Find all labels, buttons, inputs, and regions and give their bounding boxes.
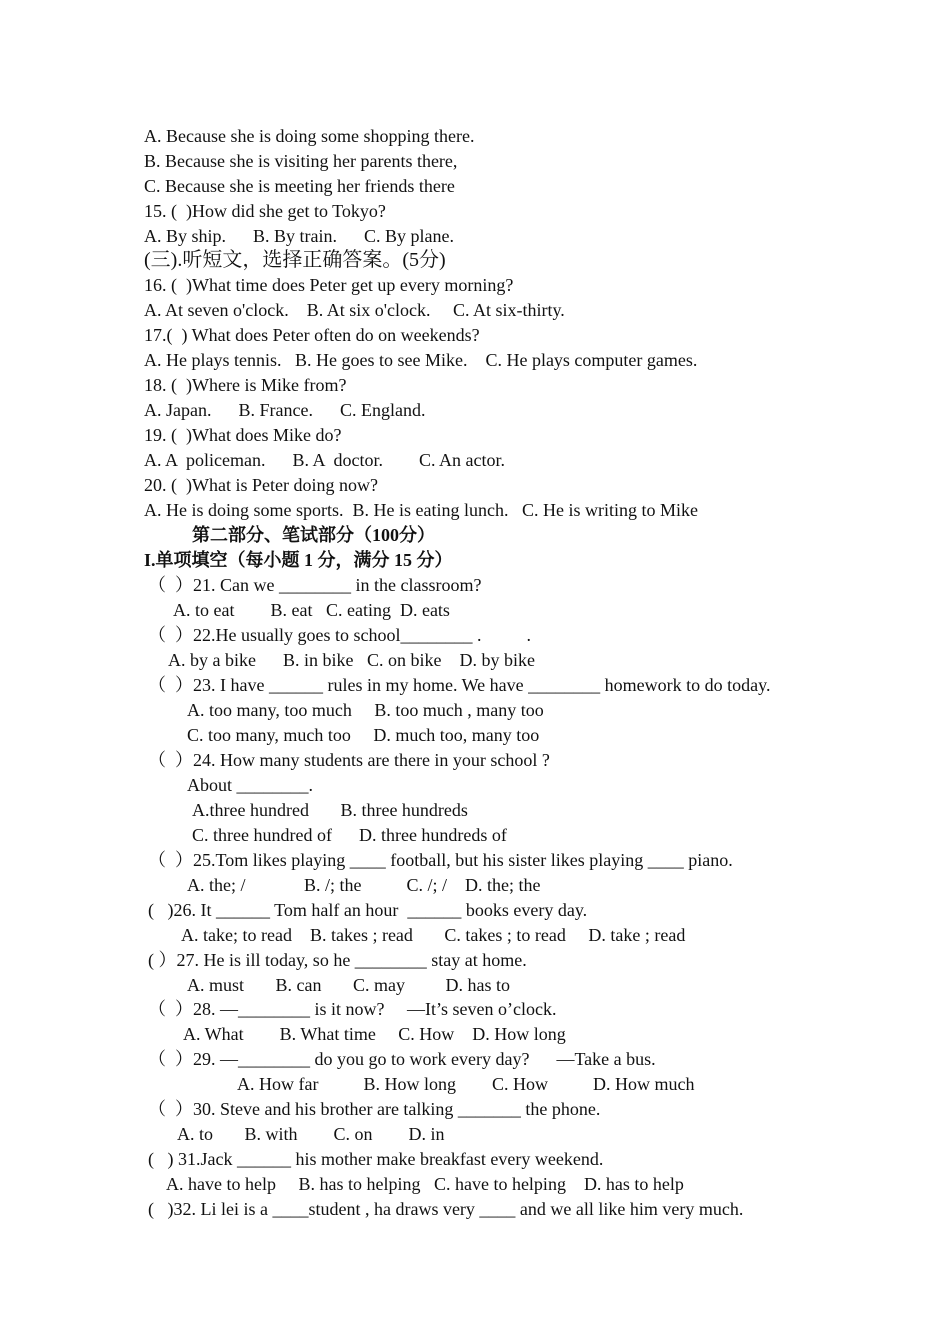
q22-options: A. by a bike B. in bike C. on bike D. by bike: [168, 650, 535, 670]
q31-question: ( ) 31.Jack ______ his mother make breakfast every weekend.: [148, 1149, 604, 1169]
section-3-heading: (三).听短文，选择正确答案。(5分): [144, 249, 446, 271]
q23-options-ab: A. too many, too much B. too much , many too: [187, 700, 544, 720]
q19-options: A. A policeman. B. A doctor. C. An actor.: [144, 450, 505, 470]
q21-options: A. to eat B. eat C. eating D. eats: [173, 600, 450, 620]
q30-options: A. to B. with C. on D. in: [177, 1124, 445, 1144]
q15-options: A. By ship. B. By train. C. By plane.: [144, 226, 454, 246]
q23-question: （ ）23. I have ______ rules in my home. We have ________ homework to do today.: [148, 675, 771, 695]
q28-question: （ ）28. —________ is it now? —It’s seven o’clock.: [148, 999, 557, 1019]
q15-question: 15. ( )How did she get to Tokyo?: [144, 201, 386, 221]
q28-options: A. What B. What time C. How D. How long: [183, 1024, 566, 1044]
q17-options: A. He plays tennis. B. He goes to see Mike. C. He plays computer games.: [144, 350, 698, 370]
q30-question: （ ）30. Steve and his brother are talking _______ the phone.: [148, 1099, 601, 1119]
q25-question: （ ）25.Tom likes playing ____ football, but his sister likes playing ____ piano.: [148, 850, 733, 870]
section-1-heading: I.单项填空（每小题 1 分，满分 15 分）: [144, 550, 453, 570]
q25-options: A. the; / B. /; the C. /; / D. the; the: [187, 875, 541, 895]
q23-options-cd: C. too many, much too D. much too, many too: [187, 725, 540, 745]
q14-option-c: C. Because she is meeting her friends there: [144, 176, 455, 196]
q32-question: ( )32. Li lei is a ____student , ha draws very ____ and we all like him very much.: [148, 1199, 744, 1219]
q29-options: A. How far B. How long C. How D. How much: [237, 1074, 695, 1094]
q24-question: （ ）24. How many students are there in your school ?: [148, 750, 550, 770]
q27-question: ( ）27. He is ill today, so he ________ stay at home.: [148, 950, 527, 970]
q21-question: （ ）21. Can we ________ in the classroom?: [148, 575, 482, 595]
part-2-heading: 第二部分、笔试部分（100分）: [192, 525, 435, 545]
q29-question: （ ）29. —________ do you go to work every day? —Take a bus.: [148, 1049, 656, 1069]
q24-question-cont: About ________.: [187, 775, 313, 795]
q26-question: ( )26. It ______ Tom half an hour ______ books every day.: [148, 900, 588, 920]
q17-question: 17.( ) What does Peter often do on weekends?: [144, 325, 480, 345]
q27-options: A. must B. can C. may D. has to: [187, 975, 510, 995]
q24-options-cd: C. three hundred of D. three hundreds of: [192, 825, 507, 845]
q18-options: A. Japan. B. France. C. England.: [144, 400, 426, 420]
q14-option-a: A. Because she is doing some shopping there.: [144, 126, 475, 146]
q20-question: 20. ( )What is Peter doing now?: [144, 475, 378, 495]
q18-question: 18. ( )Where is Mike from?: [144, 375, 347, 395]
q19-question: 19. ( )What does Mike do?: [144, 425, 342, 445]
q26-options: A. take; to read B. takes ; read C. takes ; to read D. take ; read: [181, 925, 686, 945]
q31-options: A. have to help B. has to helping C. have to helping D. has to help: [166, 1174, 684, 1194]
q14-option-b: B. Because she is visiting her parents there,: [144, 151, 458, 171]
q16-options: A. At seven o'clock. B. At six o'clock. C. At six-thirty.: [144, 300, 565, 320]
q24-options-ab: A.three hundred B. three hundreds: [192, 800, 468, 820]
q16-question: 16. ( )What time does Peter get up every morning?: [144, 275, 514, 295]
q22-question: （ ）22.He usually goes to school________ . .: [148, 625, 531, 645]
q20-options: A. He is doing some sports. B. He is eating lunch. C. He is writing to Mike: [144, 500, 698, 520]
